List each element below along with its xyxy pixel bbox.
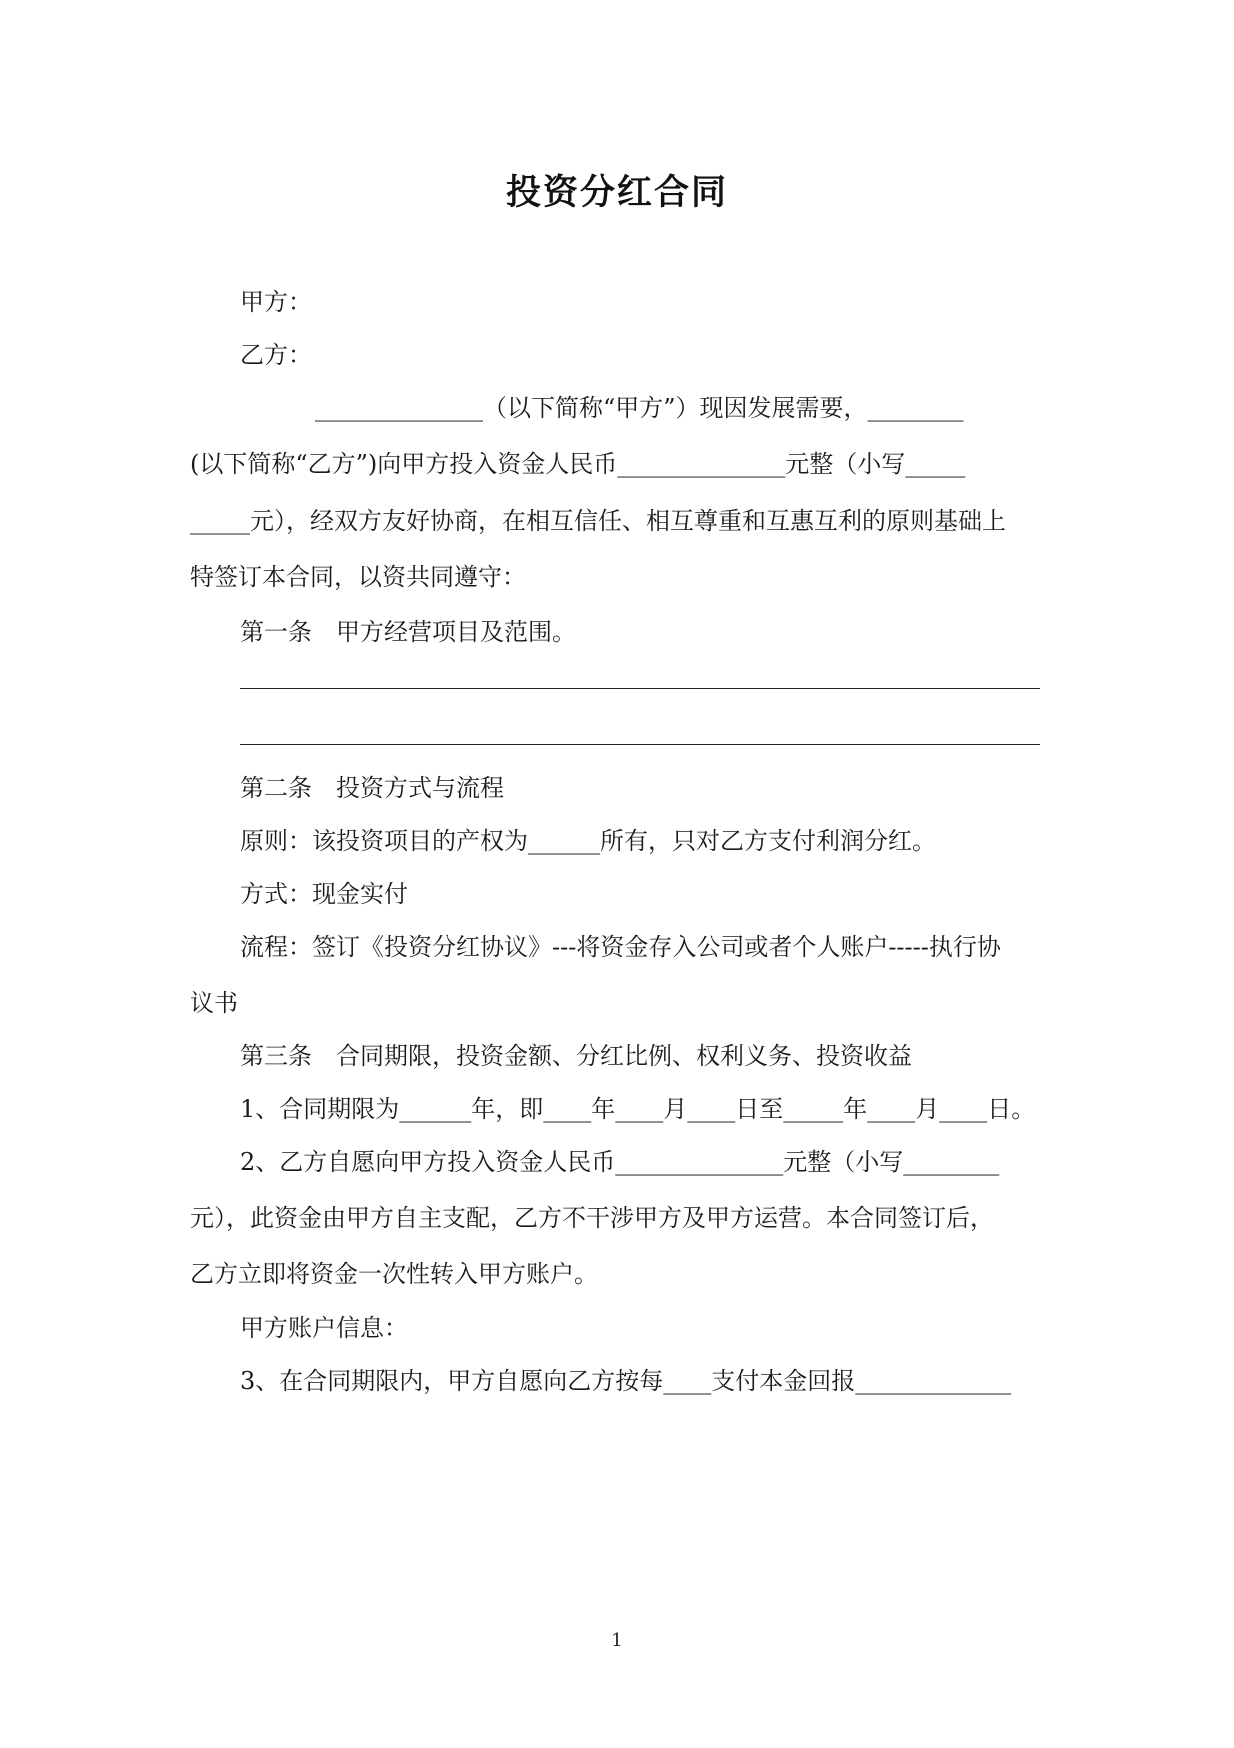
- blank-line-1: [240, 688, 1040, 689]
- article-2-method: 方式：现金实付: [240, 880, 408, 908]
- article-3-item-1: 1、合同期限为______年，即____年____月____日至_____年____月____日。: [240, 1095, 1036, 1123]
- intro-line-4: 特签订本合同，以资共同遵守：: [190, 563, 526, 591]
- article-3-item-2-line-1: 2、乙方自愿向甲方投入资金人民币______________元整（小写________: [240, 1148, 1000, 1176]
- intro-line-1: ______________（以下简称“甲方”）现因发展需要，________: [315, 394, 964, 422]
- article-2-principle: 原则：该投资项目的产权为______所有，只对乙方支付利润分红。: [240, 827, 936, 855]
- page-number: 1: [611, 1630, 623, 1651]
- intro-line-2: (以下简称“乙方”)向甲方投入资金人民币______________元整（小写_____: [190, 450, 966, 478]
- party-b-label: 乙方：: [240, 341, 312, 369]
- article-3-item-2-line-2: 元），此资金由甲方自主支配，乙方不干涉甲方及甲方运营。本合同签订后，: [190, 1204, 994, 1232]
- article-3-item-3: 3、在合同期限内，甲方自愿向乙方按每____支付本金回报_____________: [240, 1367, 1012, 1395]
- account-info-label: 甲方账户信息：: [240, 1314, 408, 1342]
- article-3-heading: 第三条 合同期限，投资金额、分红比例、权利义务、投资收益: [240, 1042, 912, 1070]
- intro-line-3: _____元），经双方友好协商，在相互信任、相互尊重和互惠互利的原则基础上: [190, 507, 1006, 535]
- blank-line-2: [240, 744, 1040, 745]
- article-2-heading: 第二条 投资方式与流程: [240, 774, 504, 802]
- party-a-label: 甲方：: [240, 288, 312, 316]
- article-2-process-line-2: 议书: [190, 989, 238, 1017]
- document-title: 投资分红合同: [505, 172, 728, 213]
- article-2-process-line-1: 流程：签订《投资分红协议》---将资金存入公司或者个人账户-----执行协: [240, 933, 1001, 961]
- article-1-heading: 第一条 甲方经营项目及范围。: [240, 618, 576, 646]
- article-3-item-2-line-3: 乙方立即将资金一次性转入甲方账户。: [190, 1260, 598, 1288]
